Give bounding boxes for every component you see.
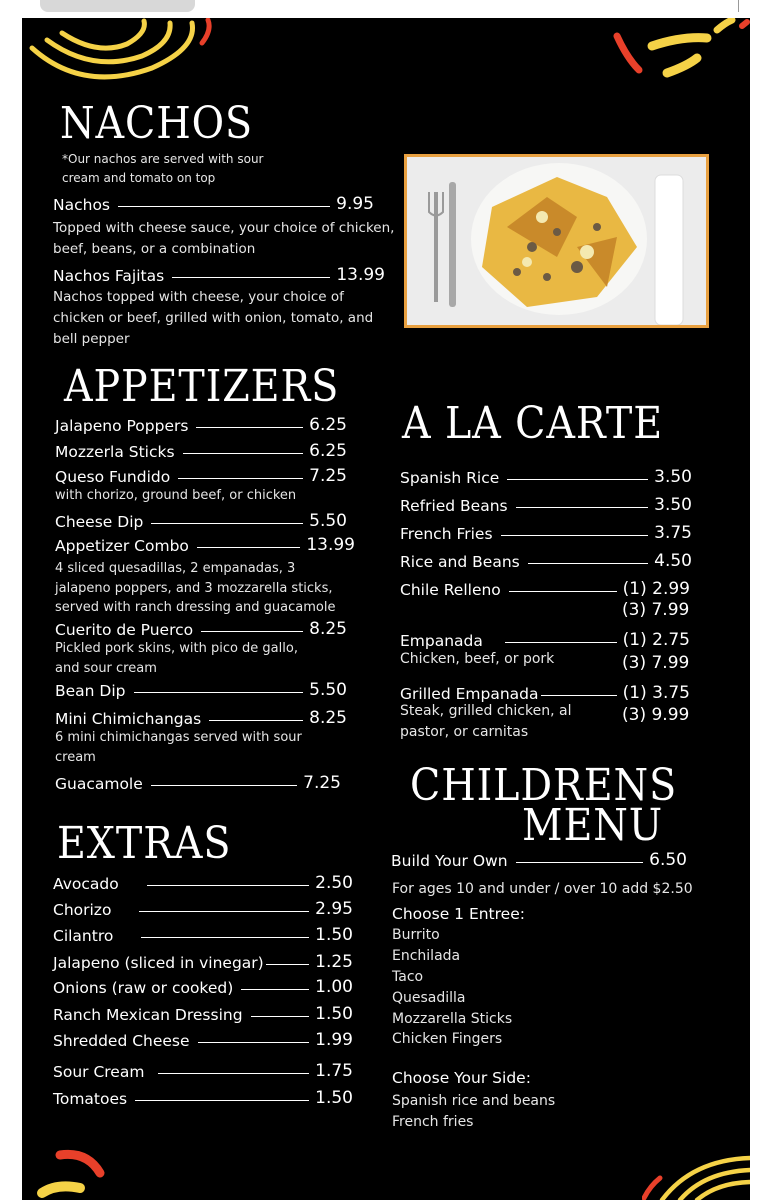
age-note: For ages 10 and under / over 10 add $2.50 bbox=[392, 881, 693, 897]
appetizers-title: APPETIZERS bbox=[64, 361, 340, 412]
menu-item-ranch-mexican-dressing: Ranch Mexican Dressing 1.50 bbox=[53, 1004, 353, 1024]
menu-item-tomatoes: Tomatoes 1.50 bbox=[53, 1088, 353, 1108]
menu-item-grilled-empanada: Grilled Empanada (1) 3.75 bbox=[400, 683, 690, 703]
childrens-title-line1: CHILDRENS bbox=[410, 760, 678, 811]
confetti-top-right-icon bbox=[607, 18, 750, 88]
confetti-bottom-left-icon bbox=[32, 1143, 122, 1200]
item-description: Pickled pork skins, with pico de gallo, and sour cream bbox=[55, 641, 298, 676]
extras-title: EXTRAS bbox=[57, 818, 232, 869]
entree-option: Taco bbox=[392, 969, 424, 985]
nachos-plate-image bbox=[407, 157, 706, 325]
entree-option: Burrito bbox=[392, 927, 440, 943]
price-option: (3) 9.99 bbox=[622, 705, 690, 725]
menu-item-queso-fundido: Queso Fundido 7.25 bbox=[55, 466, 347, 486]
nachos-photo bbox=[404, 154, 709, 328]
item-description: Nachos topped with cheese, your choice of chicken or beef, grilled with onion, tomato, and bell pepper bbox=[53, 289, 374, 347]
item-description: Chicken, beef, or pork bbox=[400, 651, 555, 667]
menu-item-onions: Onions (raw or cooked) 1.00 bbox=[53, 977, 353, 997]
menu-item-bean-dip: Bean Dip 5.50 bbox=[55, 680, 347, 700]
menu-item-french-fries: French Fries 3.75 bbox=[400, 523, 692, 543]
menu-item-rice-and-beans: Rice and Beans 4.50 bbox=[400, 551, 692, 571]
item-description: 4 sliced quesadillas, 2 empanadas, 3 jalapeno poppers, and 3 mozzarella sticks, served with ranch dressing and guacamole bbox=[55, 561, 336, 615]
menu-item-build-your-own: Build Your Own 6.50 bbox=[391, 850, 687, 870]
menu-item-appetizer-combo: Appetizer Combo 13.99 bbox=[55, 535, 355, 555]
entree-option: Mozzarella Sticks bbox=[392, 1011, 513, 1027]
menu-item-mini-chimichangas: Mini Chimichangas 8.25 bbox=[55, 708, 347, 728]
menu-item-nachos-fajitas: Nachos Fajitas 13.99 bbox=[53, 265, 385, 285]
item-description: 6 mini chimichangas served with sour cream bbox=[55, 730, 302, 765]
price-option: (3) 7.99 bbox=[622, 653, 690, 673]
menu-item-jalapeno-poppers: Jalapeno Poppers 6.25 bbox=[55, 415, 347, 435]
window-edge bbox=[738, 0, 739, 12]
side-option: French fries bbox=[392, 1114, 474, 1130]
menu-item-cilantro: Cilantro 1.50 bbox=[53, 925, 353, 945]
nachos-title: NACHOS bbox=[60, 98, 254, 149]
menu-item-refried-beans: Refried Beans 3.50 bbox=[400, 495, 692, 515]
menu-item-chile-relleno: Chile Relleno (1) 2.99 bbox=[400, 579, 690, 599]
side-option: Spanish rice and beans bbox=[392, 1093, 556, 1109]
price-option: (3) 7.99 bbox=[622, 600, 690, 620]
item-description: Topped with cheese sauce, your choice of chicken, beef, beans, or a combination bbox=[53, 220, 395, 257]
browser-tab[interactable] bbox=[40, 0, 195, 12]
side-label: Choose Your Side: bbox=[392, 1069, 531, 1087]
menu-item-shredded-cheese: Shredded Cheese 1.99 bbox=[53, 1030, 353, 1050]
menu-item-nachos: Nachos 9.95 bbox=[53, 194, 374, 214]
entree-option: Enchilada bbox=[392, 948, 461, 964]
item-description: with chorizo, ground beef, or chicken bbox=[55, 488, 297, 503]
swirl-bottom-right-icon bbox=[642, 1148, 750, 1200]
menu-item-sour-cream: Sour Cream 1.75 bbox=[53, 1061, 353, 1081]
entree-label: Choose 1 Entree: bbox=[392, 905, 525, 923]
nachos-note: *Our nachos are served with sour cream and tomato on top bbox=[62, 152, 264, 185]
childrens-title-line2: MENU bbox=[522, 800, 664, 851]
menu-item-empanada: Empanada (1) 2.75 bbox=[400, 630, 690, 650]
a-la-carte-title: A LA CARTE bbox=[402, 398, 664, 449]
menu-item-spanish-rice: Spanish Rice 3.50 bbox=[400, 467, 692, 487]
entree-option: Chicken Fingers bbox=[392, 1031, 503, 1047]
menu-item-cheese-dip: Cheese Dip 5.50 bbox=[55, 511, 347, 531]
browser-top-strip bbox=[0, 0, 772, 16]
menu-page bbox=[22, 18, 750, 1200]
menu-item-cuerito-de-puerco: Cuerito de Puerco 8.25 bbox=[55, 619, 347, 639]
swirl-top-left-icon bbox=[22, 18, 222, 98]
menu-item-jalapeno-sliced: Jalapeno (sliced in vinegar) 1.25 bbox=[53, 952, 353, 972]
menu-item-mozzerla-sticks: Mozzerla Sticks 6.25 bbox=[55, 441, 347, 461]
menu-item-guacamole: Guacamole 7.25 bbox=[55, 773, 341, 793]
menu-item-chorizo: Chorizo 2.95 bbox=[53, 899, 353, 919]
item-description: Steak, grilled chicken, al pastor, or carnitas bbox=[400, 703, 572, 740]
entree-option: Quesadilla bbox=[392, 990, 466, 1006]
menu-item-avocado: Avocado 2.50 bbox=[53, 873, 353, 893]
